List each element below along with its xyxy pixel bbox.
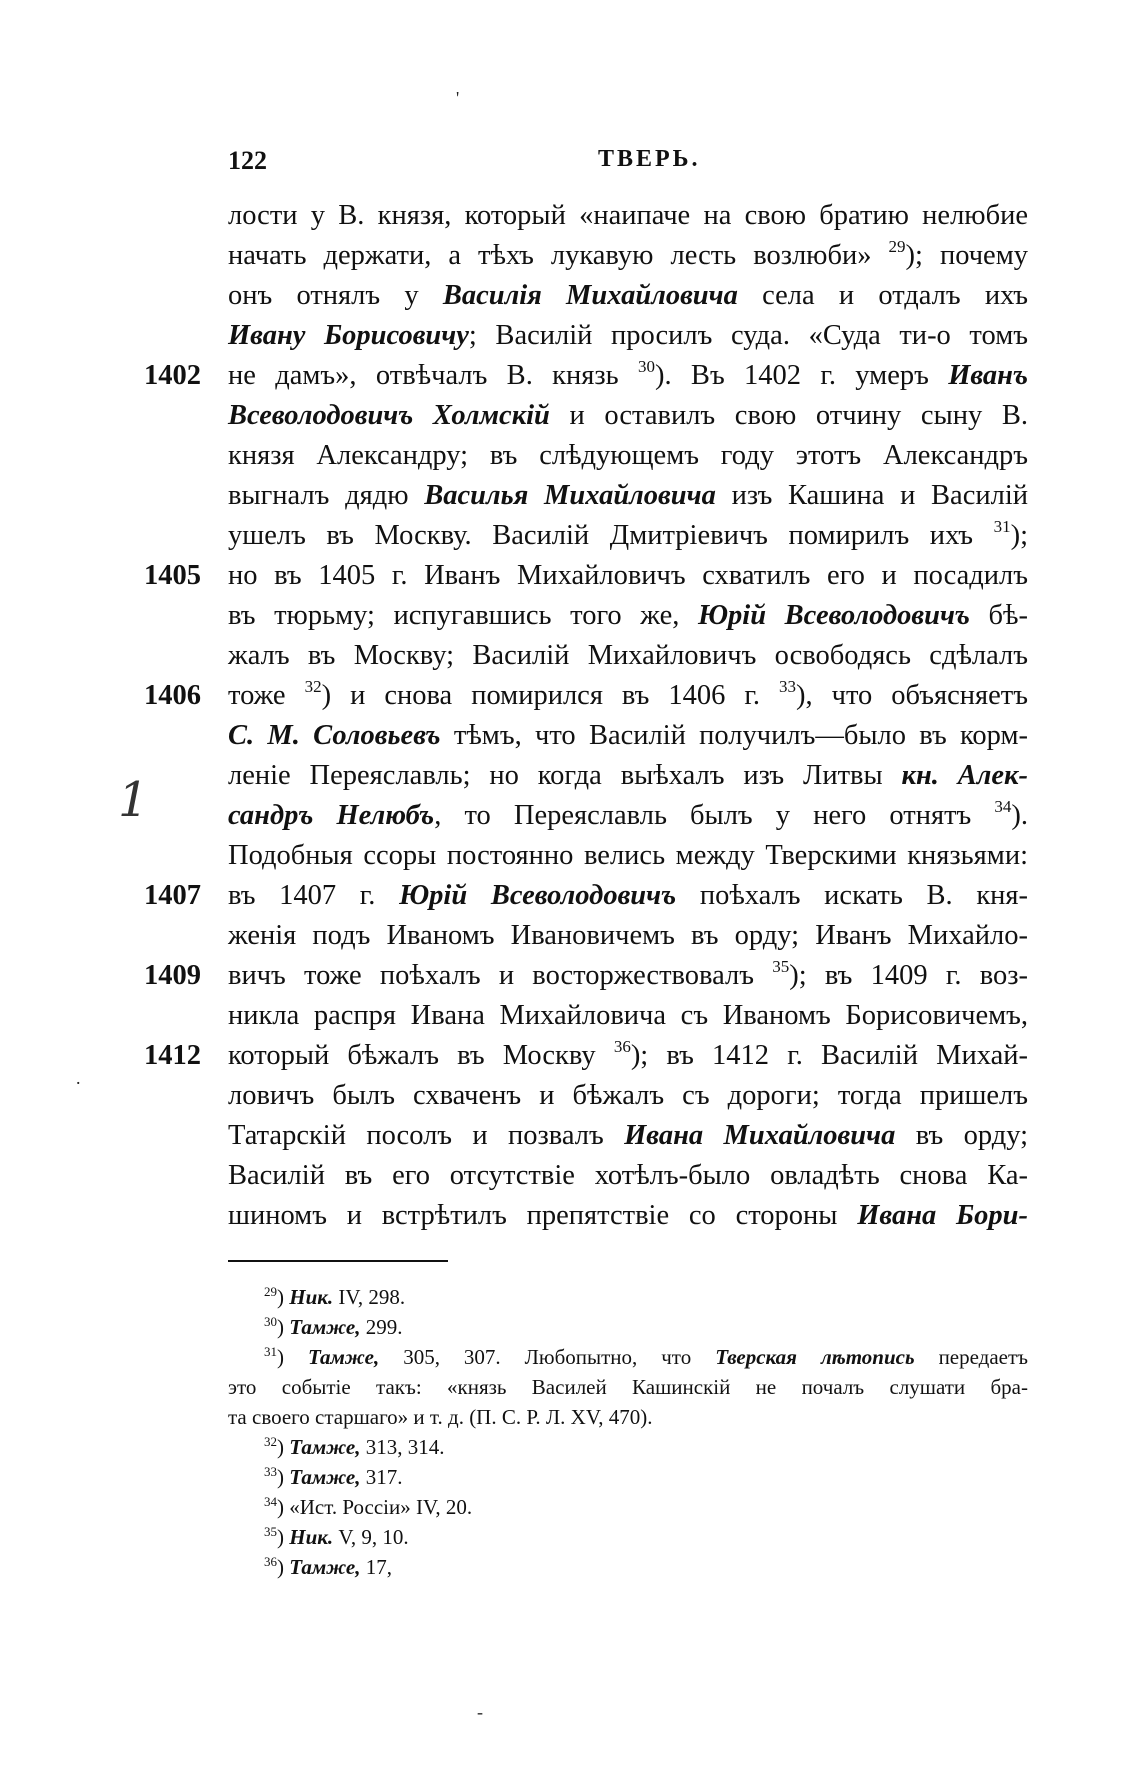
- text-line: Всеволодовичъ Холмскій и оставилъ свою отчину сыну В.: [228, 400, 1028, 431]
- footnote-ref: 31: [993, 517, 1011, 536]
- text-line: Ивану Борисовичу; Василій просилъ суда. «Суда ти-о томъ: [228, 320, 1028, 351]
- text-line: князя Александру; въ слѣдующемъ году этотъ Александръ: [228, 440, 1028, 471]
- scan-speck: -: [477, 1702, 483, 1722]
- person-name: Юрій Всеволодовичъ: [399, 880, 677, 911]
- running-title: ТВЕРЬ.: [598, 146, 701, 172]
- text-line: 1412 который бѣжалъ въ Москву $^{36}$); въ 1412 г. Василій Михай-: [228, 1036, 1028, 1076]
- text-line: шиномъ и встрѣтилъ препятствіе со стороны Ивана Бори-: [228, 1200, 1028, 1231]
- person-name: Ивану Борисовичу: [228, 320, 469, 351]
- person-name: Василія Михайловича: [442, 280, 738, 311]
- text-line: 1407 въ 1407 г. Юрій Всеволодовичъ поѣхалъ искать В. кня-: [228, 876, 1028, 916]
- footnote-divider: [228, 1260, 448, 1262]
- margin-year: 1402: [144, 360, 201, 391]
- text-line: 1406 тоже $^{32}$) и снова помирился въ 1406 г. $^{33}$), что объясняетъ: [228, 676, 1028, 716]
- footnote-ref: 32: [304, 677, 322, 696]
- text-line: онъ отнялъ у Василія Михайловича села и отдалъ ихъ: [228, 280, 1029, 311]
- scan-speck: .: [76, 1068, 81, 1088]
- page-header: [228, 146, 708, 180]
- footnote: $^{31}$) Тамже, 305, 307. Любопытно, что Тверская лѣтопись передаетъ: [264, 1344, 1029, 1369]
- footnote-ref: 29: [888, 237, 906, 256]
- text-line: сандръ Нелюбъ, то Переяславль былъ у него отнятъ $^{34}$).: [228, 797, 1029, 831]
- text-line: леніе Переяславль; но когда выѣхалъ изъ Литвы кн. Алек-: [228, 760, 1028, 791]
- person-name: Иванъ: [948, 360, 1028, 391]
- main-text: [144, 196, 1029, 1236]
- margin-year: 1412: [144, 1040, 201, 1071]
- footnote-ref: 36: [613, 1037, 631, 1056]
- person-name: Ивана Михайловича: [624, 1120, 896, 1151]
- text-line: женія подъ Иваномъ Ивановичемъ въ орду; Иванъ Михайло-: [228, 920, 1028, 951]
- footnote-ref: 35: [772, 957, 790, 976]
- footnote-continuation: это событіе такъ: «князь Василей Кашинскій не почалъ слушати бра-: [228, 1375, 1028, 1399]
- text-line: ловичъ былъ схваченъ и бѣжалъ съ дороги; тогда пришелъ: [228, 1080, 1028, 1111]
- footnote-ref: 34: [994, 797, 1012, 816]
- text-line: лости у В. князя, который «наипаче на свою братию нелюбие: [228, 200, 1028, 231]
- person-name: Юрій Всеволодовичъ: [697, 600, 970, 631]
- footnote-ref: 30: [637, 357, 655, 376]
- footnote: $^{29}$) Ник. IV, 298.: [264, 1284, 406, 1309]
- text-line: Василій въ его отсутствіе хотѣлъ-было овладѣть снова Ка-: [228, 1160, 1028, 1191]
- footnote: $^{33}$) Тамже, 317.: [264, 1464, 403, 1489]
- footnote-ref: 33: [779, 677, 796, 696]
- text-line: въ тюрьму; испугавшись того же, Юрій Всеволодовичъ бѣ-: [228, 600, 1029, 631]
- handwritten-margin-note: 1: [118, 772, 149, 828]
- person-name: кн. Алек-: [901, 760, 1028, 791]
- footnote: $^{36}$) Тамже, 17,: [264, 1554, 392, 1579]
- text-line: Татарскій посолъ и позвалъ Ивана Михайловича въ орду;: [228, 1120, 1028, 1151]
- text-line: Подобныя ссоры постоянно велись между Тверскими князьями:: [228, 840, 1028, 871]
- text-line: начать держати, а тѣхъ лукавую лесть возлюби» $^{29}$); почему: [228, 237, 1028, 271]
- margin-year: 1407: [144, 880, 201, 911]
- text-line: 1405 но въ 1405 г. Иванъ Михайловичъ схватилъ его и посадилъ: [228, 556, 1028, 596]
- text-line: выгналъ дядю Василья Михайловича изъ Кашина и Василій: [228, 480, 1029, 511]
- footnote-continuation: та своего старшаго» и т. д. (П. С. Р. Л. XV, 470).: [228, 1405, 653, 1429]
- text-line: 1409 вичъ тоже поѣхалъ и восторжествовалъ $^{35}$); въ 1409 г. воз-: [228, 956, 1028, 996]
- footnotes: [228, 1282, 1028, 1582]
- margin-year: 1409: [144, 960, 201, 991]
- person-name: С. М. Соловьевъ: [228, 720, 441, 751]
- text-line: никла распря Ивана Михайловича съ Иваномъ Борисовичемъ,: [228, 1000, 1028, 1031]
- margin-year: 1406: [144, 680, 201, 711]
- person-name: Василья Михайловича: [424, 480, 716, 511]
- margin-year: 1405: [144, 560, 201, 591]
- footnote: $^{30}$) Тамже, 299.: [264, 1314, 403, 1339]
- footnote: $^{35}$) Ник. V, 9, 10.: [264, 1524, 409, 1549]
- text-line: 1402 не дамъ», отвѣчалъ В. князь $^{30}$). Въ 1402 г. умеръ Иванъ: [228, 356, 1028, 396]
- text-line: С. М. Соловьевъ тѣмъ, что Василій получилъ—было въ корм-: [228, 720, 1028, 751]
- person-name: Всеволодовичъ Холмскій: [228, 400, 550, 431]
- footnote: $^{34}$) «Ист. Россіи» IV, 20.: [264, 1494, 473, 1519]
- person-name: Ивана Бори-: [857, 1200, 1028, 1231]
- text-line: жалъ въ Москву; Василій Михайловичъ освободясь сдѣлалъ: [228, 640, 1028, 671]
- page-number: 122: [228, 146, 267, 175]
- person-name: сандръ Нелюбъ: [228, 800, 435, 831]
- text-line: ушелъ въ Москву. Василій Дмитріевичъ помирилъ ихъ $^{31}$);: [228, 517, 1028, 551]
- footnote: $^{32}$) Тамже, 313, 314.: [264, 1434, 445, 1459]
- scan-speck: ': [456, 88, 460, 108]
